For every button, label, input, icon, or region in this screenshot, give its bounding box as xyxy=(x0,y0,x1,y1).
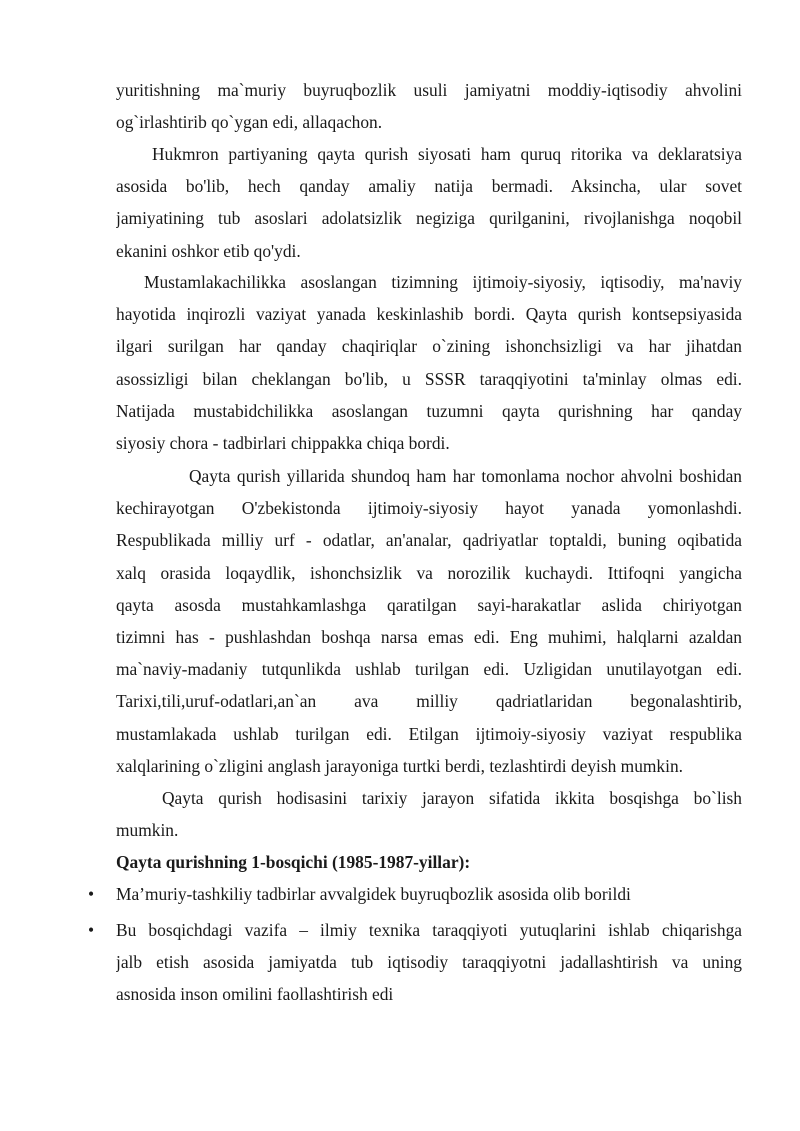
text-line: Qayta qurish yillarida shundoq ham har tomonlama nochor ahvolni boshidan xyxy=(189,466,742,486)
text-line: ilgari surilgan har qanday chaqiriqlar o`zining ishonchsizligi va har jihatdan xyxy=(116,336,742,357)
paragraph-party-policy xyxy=(116,138,742,267)
text-line: og`irlashtirib qo`ygan edi, allaqachon. xyxy=(116,112,383,133)
text-line: asnosida inson omilini faollashtirish edi xyxy=(116,984,394,1005)
text-line: xalq orasida loqaydlik, ishonchsizlik va norozilik kuchaydi. Ittifoqni yangicha xyxy=(116,562,742,583)
text-line: mustamlakada ushlab turilgan edi. Etilgan ijtimoiy-siyosiy vaziyat respublika xyxy=(116,723,742,744)
bullet-marker: • xyxy=(88,920,95,940)
text-line: Hukmron partiyaning qayta qurish siyosati ham quruq ritorika va deklaratsiya xyxy=(152,144,742,164)
text-line: xalqlarining o`zligini anglash jarayoniga turtki berdi, tezlashtirdi deyish mumkin. xyxy=(116,755,683,776)
text-line: Tarixi,tili,uruf-odatlari,an`an ava milliy qadriatlaridan begonalashtirib, xyxy=(116,691,742,712)
heading-text: Qayta qurishning 1-bosqichi (1985-1987-yillar): xyxy=(116,852,471,872)
paragraph-continuation xyxy=(116,74,742,138)
text-line: asosida bo'lib, hech qanday amaliy natija bermadi. Aksincha, ular sovet xyxy=(116,176,742,197)
text-line: Natijada mustabidchilikka asoslangan tuzumni qayta qurishning har qanday xyxy=(116,400,742,421)
paragraph-two-stages xyxy=(116,782,742,846)
text-line: kechirayotgan O'zbekistonda ijtimoiy-siyosiy hayot yanada yomonlashdi. xyxy=(116,498,742,519)
text-line: ma`naviy-madaniy tutqunlikda ushlab turilgan edi. Uzligidan unutilayotgan edi. xyxy=(116,659,742,680)
text-line: yuritishning ma`muriy buyruqbozlik usuli jamiyatni moddiy-iqtisodiy ahvolini xyxy=(116,80,742,100)
text-line: tizimni has - pushlashdan boshqa narsa emas edi. Eng muhimi, halqlarni azaldan xyxy=(116,626,742,647)
text-line: asossizligi bilan cheklangan bo'lib, u SSSR taraqqiyotini ta'minlay olmas edi. xyxy=(116,368,742,389)
text-line: qayta asosda mustahkamlashga qaratilgan sayi-harakatlar aslida chiriyotgan xyxy=(116,594,742,615)
text-line: Qayta qurish hodisasini tarixiy jarayon sifatida ikkita bosqishga bo`lish xyxy=(162,788,742,808)
text-line: jamiyatining tub asoslari adolatsizlik negiziga qurilganini, rivojlanishga noqobil xyxy=(116,208,742,229)
text-line: siyosiy chora - tadbirlari chippakka chiqa bordi. xyxy=(116,432,450,453)
text-line: Bu bosqichdagi vazifa – ilmiy texnika taraqqiyoti yutuqlarini ishlab chiqarishga xyxy=(116,920,742,940)
text-line: jalb etish asosida jamiyatda tub iqtisodiy taraqqiyotni jadallashtirish va uning xyxy=(116,952,742,973)
text-line: ekanini oshkor etib qo'ydi. xyxy=(116,240,301,261)
text-line: hayotida inqirozli vaziyat yanada keskinlashib bordi. Qayta qurish kontsepsiyasida xyxy=(116,304,742,325)
paragraph-uzbekistan-situation xyxy=(116,460,742,782)
paragraph-colonial-system xyxy=(116,266,742,459)
bullet-item xyxy=(116,878,742,910)
section-heading xyxy=(116,846,742,878)
text-line: mumkin. xyxy=(116,820,179,841)
text-line: Respublikada milliy urf - odatlar, an'analar, qadriyatlar toptaldi, buning oqibatida xyxy=(116,530,742,551)
text-line: Ma’muriy-tashkiliy tadbirlar avvalgidek buyruqbozlik asosida olib borildi xyxy=(116,884,631,904)
bullet-item xyxy=(116,914,742,1011)
bullet-marker: • xyxy=(88,884,95,904)
text-line: Mustamlakachilikka asoslangan tizimning ijtimoiy-siyosiy, iqtisodiy, ma'naviy xyxy=(144,272,742,292)
